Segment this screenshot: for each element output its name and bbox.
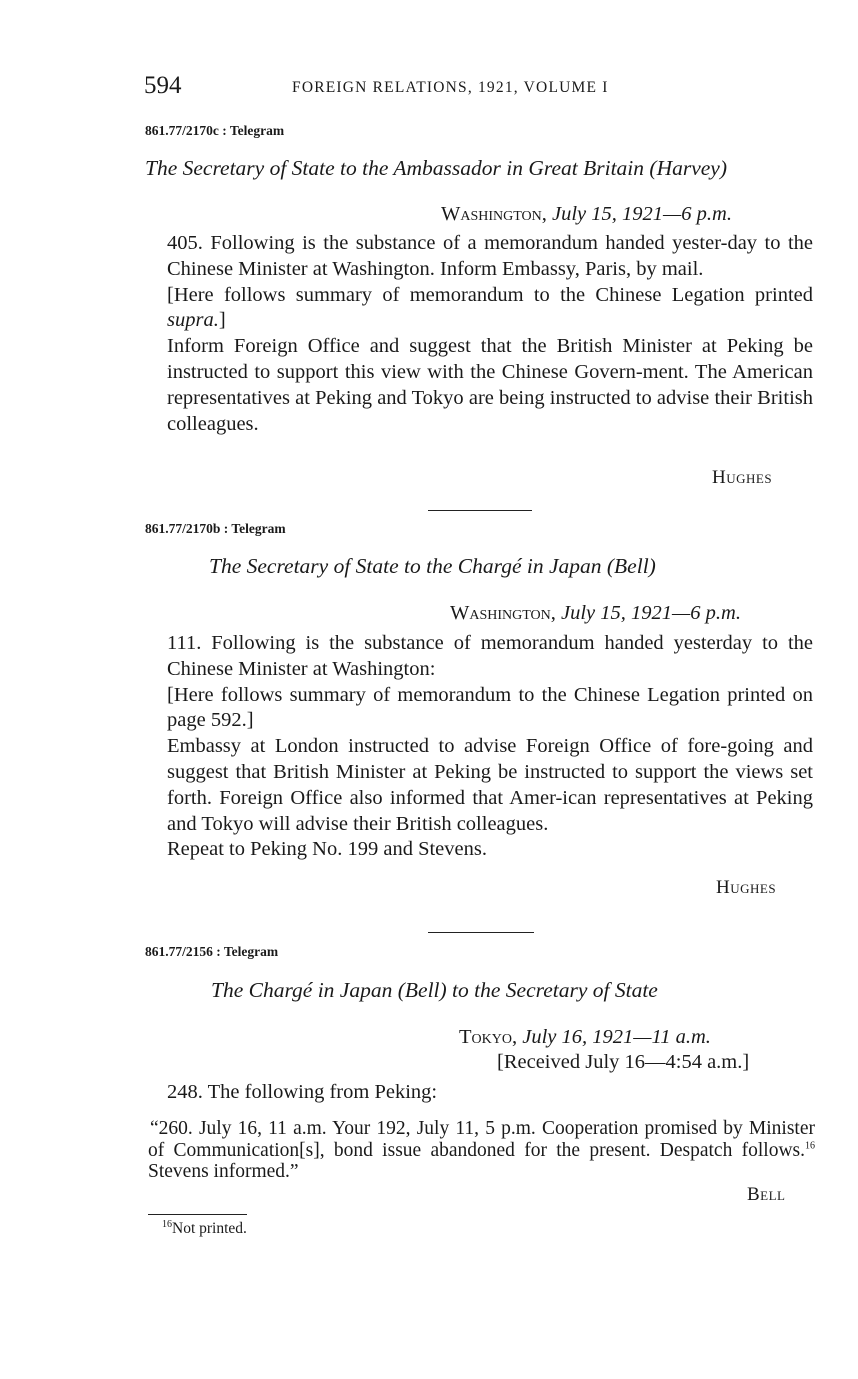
doc2-paragraph-1: 111. Following is the substance of memorandum handed yesterday to the Chinese Minister at Washington: bbox=[167, 632, 813, 680]
doc2-reference: 861.77/2170b : Telegram bbox=[145, 521, 286, 536]
doc3-heading-text: The Chargé in Japan ( bbox=[211, 978, 405, 1002]
doc1-place: Washington, bbox=[441, 203, 547, 225]
quote-text: “260. July 16, 11 a.m. Your 192, July 11, 5 p.m. Cooperation promised by Minister of Communication[s], bond issue abandoned for the present. Despatch follows. bbox=[148, 1118, 815, 1161]
doc1-dateline bbox=[441, 203, 732, 226]
doc2-paragraph-4: Repeat to Peking No. 199 and Stevens. bbox=[167, 838, 487, 861]
doc2-signature: Hughes bbox=[716, 877, 777, 898]
doc3-date: July 16, 1921—11 a.m. bbox=[522, 1026, 711, 1048]
quote-text-end: Stevens informed.” bbox=[148, 1161, 299, 1182]
doc1-body bbox=[145, 231, 813, 437]
doc2-heading-text: The Secretary of State to the Chargé in Japan ( bbox=[209, 554, 615, 578]
doc3-dateline bbox=[459, 1026, 711, 1049]
footnote-marker: 16 bbox=[162, 1218, 172, 1230]
doc1-paragraph-2-text: [Here follows summary of memorandum to the Chinese Legation printed bbox=[167, 283, 813, 306]
doc1-paragraph-1: 405. Following is the substance of a memorandum handed yester-day to the Chinese Minister at Washington. Inform Embassy, Paris, by mail. bbox=[167, 232, 813, 280]
doc1-paragraph-2-italic: supra. bbox=[167, 309, 219, 332]
doc2-dateline bbox=[450, 602, 741, 625]
section-divider bbox=[428, 932, 534, 933]
doc3-reference: 861.77/2156 : Telegram bbox=[145, 944, 279, 959]
doc2-date: July 15, 1921—6 p.m. bbox=[561, 602, 741, 624]
doc3-heading-close: ) to the Secretary of State bbox=[439, 978, 658, 1002]
doc1-paragraph-3: Inform Foreign Office and suggest that the British Minister at Peking be instructed to support this view with the Chinese Govern-ment. The American representatives at Peking and Tokyo are being instructed to advise their British colleagues. bbox=[167, 335, 813, 435]
doc3-heading-name: Bell bbox=[404, 978, 440, 1002]
doc2-body bbox=[145, 631, 813, 863]
running-title: FOREIGN RELATIONS, 1921, VOLUME I bbox=[292, 79, 609, 96]
page-number: 594 bbox=[144, 72, 182, 99]
doc1-heading-text: The Secretary of State to the Ambassador in Great Britain ( bbox=[145, 156, 657, 180]
doc3-body bbox=[145, 1080, 813, 1106]
doc3-place: Tokyo, bbox=[459, 1026, 518, 1048]
doc2-paragraph-2: [Here follows summary of memorandum to the Chinese Legation printed on page 592.] bbox=[167, 683, 813, 732]
doc3-heading bbox=[211, 978, 658, 1003]
section-divider bbox=[428, 510, 532, 511]
doc2-heading-name: Bell bbox=[614, 554, 649, 578]
doc2-heading bbox=[209, 554, 656, 579]
doc1-heading-name: Harvey bbox=[656, 156, 720, 180]
footnote bbox=[162, 1220, 247, 1238]
doc1-paragraph-2-end: ] bbox=[218, 309, 226, 332]
doc2-place: Washington, bbox=[450, 602, 556, 624]
doc2-heading-close: ) bbox=[648, 554, 656, 578]
doc1-signature: Hughes bbox=[712, 467, 773, 488]
footnote-reference: 16 bbox=[805, 1140, 815, 1151]
footnote-text: Not printed. bbox=[172, 1220, 247, 1237]
doc1-reference: 861.77/2170c : Telegram bbox=[145, 123, 285, 138]
doc1-heading bbox=[145, 156, 727, 181]
doc1-paragraph-2 bbox=[145, 283, 813, 335]
doc3-paragraph-1: 248. The following from Peking: bbox=[167, 1081, 438, 1103]
doc3-signature: Bell bbox=[747, 1184, 786, 1205]
doc1-date: July 15, 1921—6 p.m. bbox=[552, 203, 732, 225]
doc3-received-note: [Received July 16—4:54 a.m.] bbox=[497, 1051, 750, 1073]
doc1-heading-close: ) bbox=[719, 156, 728, 180]
doc3-quoted-telegram bbox=[148, 1118, 815, 1183]
footnote-rule bbox=[148, 1214, 247, 1215]
doc2-paragraph-3: Embassy at London instructed to advise Foreign Office of fore-going and suggest that British Minister at Peking be instructed to support the views set forth. Foreign Office also informed that Amer-ican representatives at Peking and Tokyo will advise their British colleagues. bbox=[167, 735, 813, 835]
